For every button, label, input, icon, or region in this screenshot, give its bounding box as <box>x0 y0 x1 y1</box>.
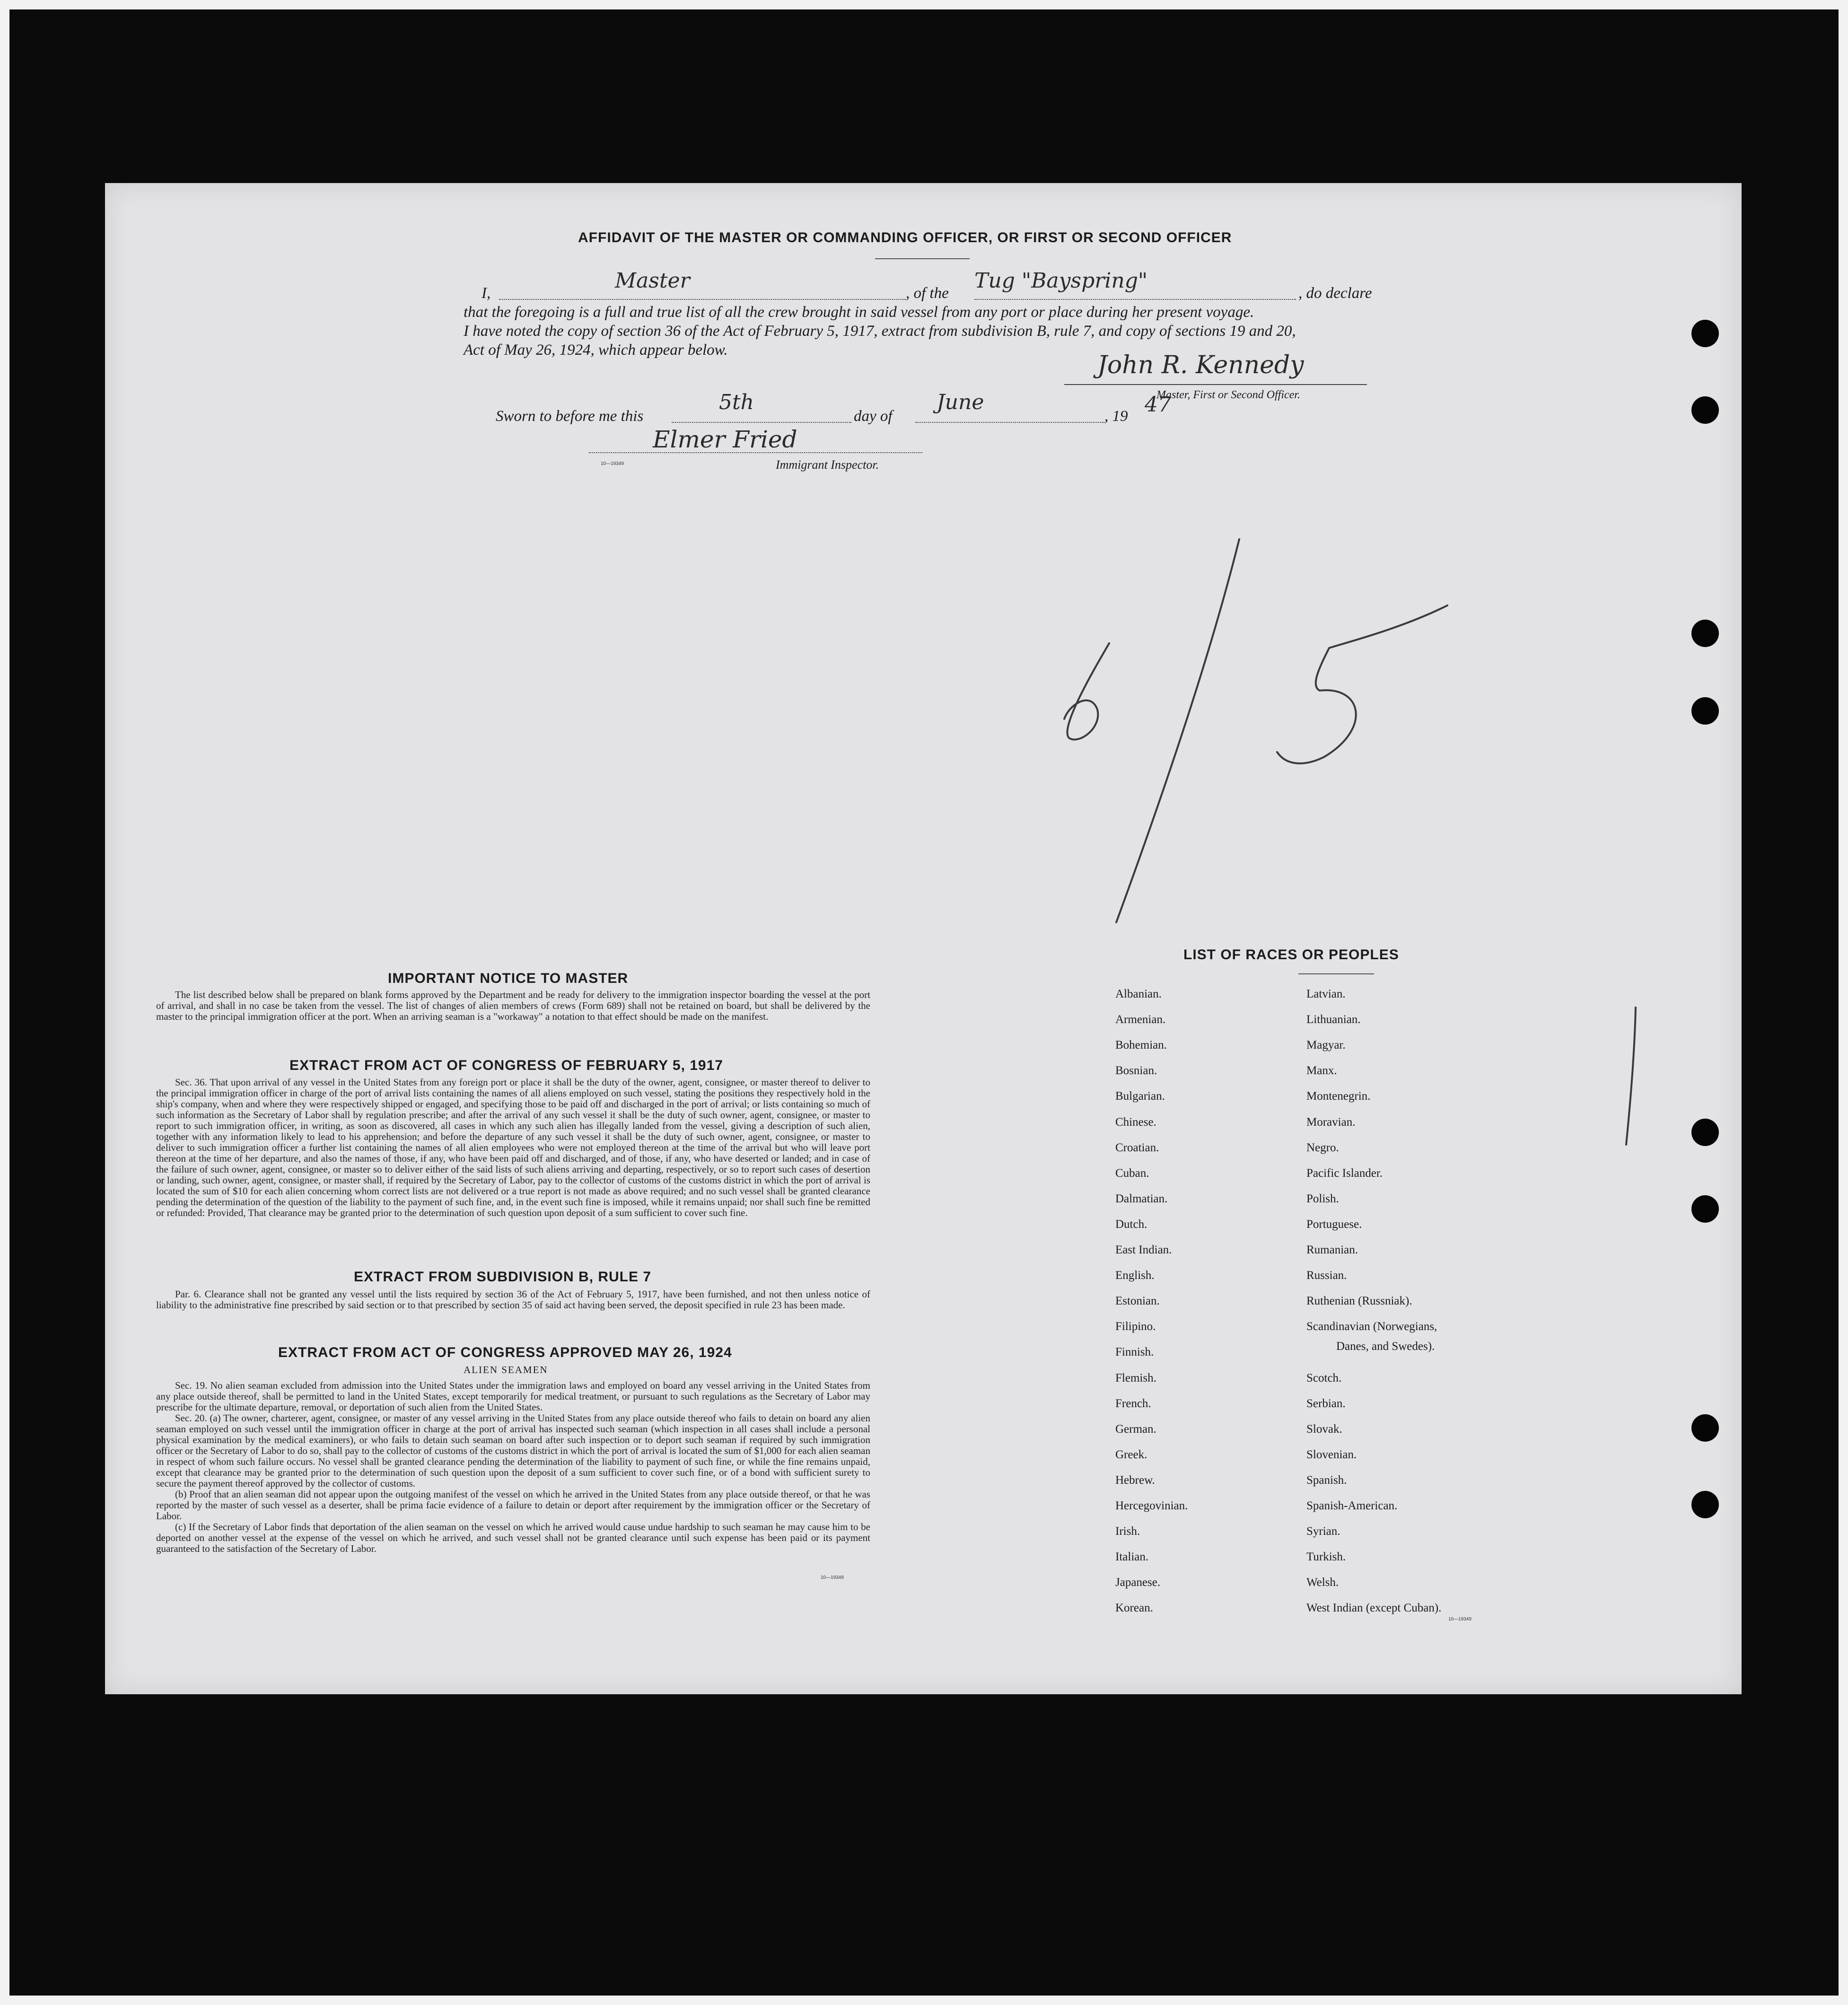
of-the-label: , of the <box>906 285 949 302</box>
handwritten-master: Master <box>615 269 690 293</box>
race-item: Bosnian. <box>1115 1064 1157 1077</box>
punch-hole <box>1691 320 1719 347</box>
race-item: Albanian. <box>1115 988 1162 1000</box>
race-item: Pacific Islander. <box>1306 1167 1383 1180</box>
race-item: Korean. <box>1115 1602 1153 1614</box>
extract-1917-title: EXTRACT FROM ACT OF CONGRESS OF FEBRUARY 5, 1917 <box>289 1058 723 1073</box>
month-rule <box>915 422 1104 423</box>
film-edge-left <box>0 0 9 2005</box>
mark-text <box>1627 1064 1628 1065</box>
race-item: Serbian. <box>1306 1397 1346 1410</box>
handwritten-year: 47 <box>1145 393 1171 417</box>
par6-paragraph: Par. 6. Clearance shall not be granted any vessel until the lists required by section 36 of the Act of February 5, 1917, have been furnished, and not then unless notice of liability to the administrative fine prescribed by said section or to that prescribed by section 35 of said act having been served, the deposit specified in rule 23 has been made. <box>156 1288 870 1311</box>
film-edge-top <box>0 0 1848 9</box>
punch-hole <box>1691 620 1719 647</box>
race-item: Negro. <box>1306 1141 1339 1154</box>
extract-1917-body <box>156 1077 870 1218</box>
affidavit-line3: I have noted the copy of section 36 of the Act of February 5, 1917, extract from subdivision B, rule 7, and copy of sections 19 and 20, <box>464 323 1296 340</box>
handwritten-mark <box>1618 1003 1646 1154</box>
year-prefix: , 19 <box>1104 408 1128 425</box>
races-form-code: 10—19349 <box>1448 1617 1471 1622</box>
extract-1924-title: EXTRACT FROM ACT OF CONGRESS APPROVED MAY 26, 1924 <box>278 1345 732 1360</box>
race-item: Dutch. <box>1115 1218 1147 1231</box>
sec19-paragraph: Sec. 19. No alien seaman excluded from admission into the United States under the immigration laws and employed on board any vessel arriving in the United States from any place outside thereof, shall be permitted to land in the United States, except temporarily for medical treatment, or pursuant to such regulations as the Secretary of Labor may prescribe for the ultimate departure, removal, or deportation of such alien from the United States. <box>156 1380 870 1413</box>
race-item: German. <box>1115 1423 1156 1436</box>
races-title: LIST OF RACES OR PEOPLES <box>1183 947 1399 963</box>
race-item: English. <box>1115 1269 1155 1282</box>
race-item: Armenian. <box>1115 1013 1166 1026</box>
handwritten-day: 5th <box>719 390 754 414</box>
i-label: I, <box>482 285 491 302</box>
race-item: Scandinavian (Norwegians, <box>1306 1320 1437 1333</box>
affidavit-title: AFFIDAVIT OF THE MASTER OR COMMANDING OFFICER, OR FIRST OR SECOND OFFICER <box>578 230 1232 245</box>
name-rule <box>499 299 906 300</box>
race-item: Greek. <box>1115 1448 1147 1461</box>
race-item: Montenegrin. <box>1306 1090 1371 1103</box>
races-title-underline <box>1298 973 1374 974</box>
race-item: Slovenian. <box>1306 1448 1357 1461</box>
race-item: Filipino. <box>1115 1320 1156 1333</box>
race-item: Polish. <box>1306 1192 1339 1205</box>
sec20c-paragraph: (c) If the Secretary of Labor finds that deportation of the alien seaman on the vessel on which he arrived would cause undue hardship to such seaman he may cause him to be deported on another vessel at the expense of the vessel on which he arrived, and such vessel shall not be granted clearance until such expense has been paid or its payment guaranteed to the satisfaction of the Secretary of Labor. <box>156 1521 870 1554</box>
handwritten-inspector: Elmer Fried <box>653 426 797 453</box>
race-scandinavian-line2: Danes, and Swedes). <box>1336 1340 1435 1353</box>
handwritten-signature: John R. Kennedy <box>1097 351 1304 379</box>
race-item: Estonian. <box>1115 1295 1160 1307</box>
race-item: Bulgarian. <box>1115 1090 1165 1103</box>
race-item: Bohemian. <box>1115 1039 1167 1051</box>
sec20b-paragraph: (b) Proof that an alien seaman did not appear upon the outgoing manifest of the vessel on which he arrived in the United States from any place outside thereof, or that he was reported by the master of such vessel as a deserter, shall be prima facie evidence of a failure to detain or deport after requirement by the immigration officer or the Secretary of Labor. <box>156 1488 870 1522</box>
race-item: Finnish. <box>1115 1346 1154 1358</box>
race-item: Portuguese. <box>1306 1218 1362 1231</box>
extract-1924-body <box>156 1380 870 1554</box>
declare-label: , do declare <box>1298 285 1372 302</box>
notice-title: IMPORTANT NOTICE TO MASTER <box>388 971 629 986</box>
extract-form-code: 10—19349 <box>821 1575 844 1580</box>
race-item: Latvian. <box>1306 988 1346 1000</box>
race-item: Moravian. <box>1306 1116 1356 1129</box>
title-underline <box>875 258 970 259</box>
race-item: Croatian. <box>1115 1141 1159 1154</box>
race-item: Russian. <box>1306 1269 1347 1282</box>
race-item: Ruthenian (Russniak). <box>1306 1295 1412 1307</box>
subdiv-b-body <box>156 1289 870 1311</box>
race-item: Cuban. <box>1115 1167 1149 1180</box>
race-item: French. <box>1115 1397 1151 1410</box>
race-item: Spanish. <box>1306 1474 1347 1487</box>
race-item: Flemish. <box>1115 1372 1156 1384</box>
race-item: Slovak. <box>1306 1423 1342 1436</box>
race-item: Rumanian. <box>1306 1243 1358 1256</box>
subdiv-b-title: EXTRACT FROM SUBDIVISION B, RULE 7 <box>354 1269 652 1285</box>
sec36-paragraph: Sec. 36. That upon arrival of any vessel in the United States from any foreign port or place it shall be the duty of the owner, agent, consignee, or master thereof to deliver to the principal immigration officer in charge of the port of arrival lists containing the names of all aliens employed on such vessel, stating the positions they respectively hold in the ship's company, when and where they were respectively shipped or engaged, and specifying those to be paid off and discharged in the port of arrival; or lists containing so much of such information as the Secretary of Labor shall by regulation prescribe; and after the arrival of any such vessel it shall be the duty of such owner, agent, consignee, or master to report to such immigration officer, in writing, as soon as discovered, all cases in which any such alien has illegally landed from the vessel, giving a description of such alien, together with any information likely to lead to his apprehension; and before the departure of any such vessel it shall be the duty of such owner, agent, consignee, or master to deliver to such immigration officer a further list containing the names of all alien employees who were not employed thereon at the time of the arrival but who will leave port thereon at the time of her departure, and also the names of those, if any, who have been paid off and discharged, and of those, if any, who have deserted or landed; and in case of the failure of such owner, agent, consignee, or master so to deliver either of the said lists of such aliens arriving and departing, respectively, or so to report such cases of desertion or landing, such owner, agent, consignee, or master shall, if required by the Secretary of Labor, pay to the collector of customs of the customs district in which the port of arrival is located the sum of $10 for each alien concerning whom correct lists are not delivered or a true report is not made as above required; and no such vessel shall be granted clearance pending the determination of the question of the liability to the payment of such fine, and, in the event such fine is imposed, while it remains unpaid; nor shall such fine be remitted or refunded: Provided, That clearance may be granted prior to the determination of such question upon deposit of a sum sufficient to cover such fine. <box>156 1077 870 1218</box>
race-item: West Indian (except Cuban). <box>1306 1602 1442 1614</box>
alien-seamen-subtitle: ALIEN SEAMEN <box>464 1364 548 1375</box>
punch-hole <box>1691 1491 1719 1518</box>
race-item: East Indian. <box>1115 1243 1172 1256</box>
film-edge-right <box>1839 0 1848 2005</box>
race-item: Magyar. <box>1306 1039 1346 1051</box>
race-item: Manx. <box>1306 1064 1337 1077</box>
race-item: Irish. <box>1115 1525 1140 1538</box>
handwritten-fraction <box>1041 530 1466 937</box>
race-item: Dalmatian. <box>1115 1192 1168 1205</box>
race-item: Japanese. <box>1115 1576 1161 1589</box>
race-item: Hercegovinian. <box>1115 1499 1188 1512</box>
affidavit-line4: Act of May 26, 1924, which appear below. <box>464 341 728 359</box>
handwritten-month: June <box>937 390 984 414</box>
sec20a-paragraph: Sec. 20. (a) The owner, charterer, agent, consignee, or master of any vessel arriving in the United States from any place outside thereof who fails to detain on board any alien seaman employed on such vessel until the immigration officer in charge at the port of arrival has inspected such seaman (which inspection in all cases shall include a personal physical examination by the medical examiners), or who fails to detain such seaman on board after such inspection or to deport such seaman if required by such immigration officer or the Secretary of Labor to do so, shall pay to the collector of customs of the customs district in which the port of arrival is located the sum of $1,000 for each alien seaman in respect of whom such failure occurs. No vessel shall be granted clearance pending the determination of the liability to payment of such fine, or while the fine remains unpaid, except that clearance may be granted prior to the determination of such question upon the deposit of a sum sufficient to cover such fine, or of a bond with sufficient surety to secure the payment thereof approved by the collector of customs. <box>156 1412 870 1489</box>
race-item: Turkish. <box>1306 1550 1346 1563</box>
inspector-rule <box>589 452 922 453</box>
notice-paragraph: The list described below shall be prepared on blank forms approved by the Department and be ready for delivery to the immigration inspector boarding the vessel at the port of arrival, and shall in no case be taken from the vessel. The list of changes of alien members of crews (Form 689) shall not be retained on board, but shall be delivered by the master to the principal immigration officer at the port. When an arriving seaman is a "workaway" a notation to that effect should be made on the manifest. <box>156 989 870 1022</box>
punch-hole <box>1691 1195 1719 1223</box>
race-item: Scotch. <box>1306 1372 1342 1384</box>
master-label: Master, First or Second Officer. <box>1156 389 1300 401</box>
punch-hole <box>1691 697 1719 725</box>
affidavit-form-code: 10—19349 <box>601 461 624 466</box>
race-item: Spanish-American. <box>1306 1499 1398 1512</box>
day-rule <box>672 422 851 423</box>
affidavit-line2: that the foregoing is a full and true list of all the crew brought in said vessel from any port or place during her present voyage. <box>464 304 1254 321</box>
race-item: Italian. <box>1115 1550 1149 1563</box>
signature-rule <box>1064 384 1367 385</box>
day-of-label: day of <box>854 408 893 425</box>
punch-hole <box>1691 396 1719 424</box>
sworn-label: Sworn to before me this <box>496 408 644 425</box>
notice-body <box>156 989 870 1022</box>
race-item: Syrian. <box>1306 1525 1340 1538</box>
film-edge-bottom <box>0 1996 1848 2005</box>
race-item: Welsh. <box>1306 1576 1339 1589</box>
punch-hole <box>1691 1414 1719 1442</box>
vessel-rule <box>974 299 1296 300</box>
race-item: Lithuanian. <box>1306 1013 1361 1026</box>
race-item: Hebrew. <box>1115 1474 1155 1487</box>
race-item: Chinese. <box>1115 1116 1156 1129</box>
handwritten-vessel: Tug "Bayspring" <box>974 269 1148 293</box>
punch-hole <box>1691 1119 1719 1146</box>
inspector-label: Immigrant Inspector. <box>776 458 879 472</box>
